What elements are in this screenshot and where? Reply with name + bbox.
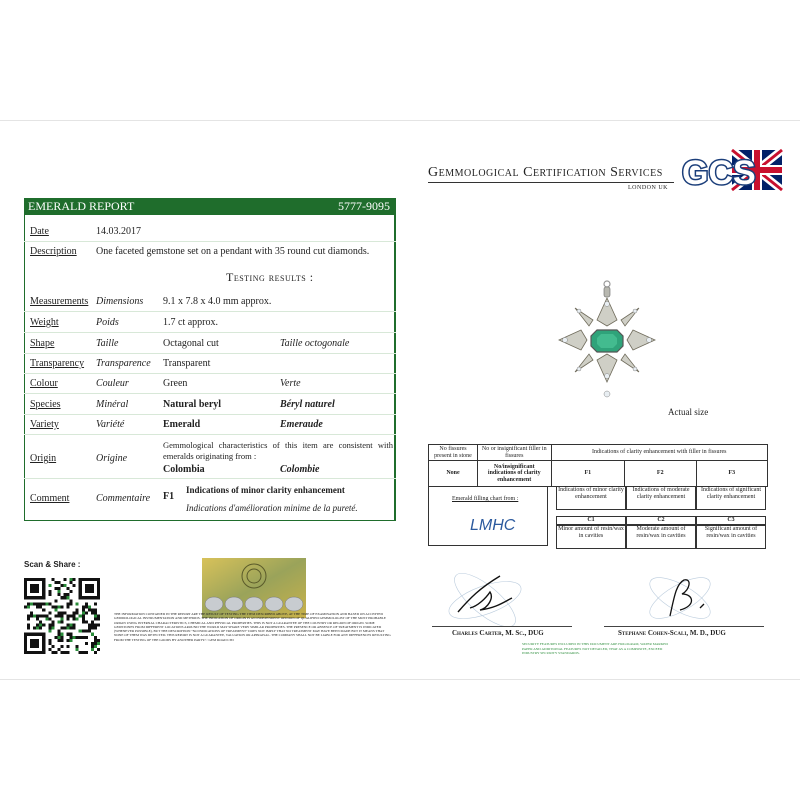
header-filler: Indications of clarity enhancement with filler in fissures	[551, 445, 767, 461]
cell-c3: C3	[696, 516, 766, 525]
row-label-fr: Variété	[96, 419, 125, 430]
clarity-table	[428, 444, 768, 487]
f3-description: Indications of significant clarity enhancement	[696, 486, 766, 510]
c3-description: Significant amount of resin/wax in cavities	[696, 525, 766, 549]
signature-cohen-scali-icon	[640, 568, 720, 628]
row-label: Shape	[30, 338, 55, 349]
report-header-bar	[24, 198, 396, 215]
filling-chart-label: Emerald filling chart from :	[452, 496, 519, 502]
row-value-fr: Emeraude	[280, 419, 323, 430]
comment-value-fr: Indications d'amélioration minime de la pureté.	[186, 503, 358, 513]
cell-insignificant: No/insignificant indications of clarity enhancement	[478, 461, 552, 487]
row-value: 1.7 ct approx.	[163, 317, 218, 328]
row-value-fr: Taille octogonale	[280, 338, 350, 349]
row-label-fr: Minéral	[96, 399, 129, 410]
row-label-fr: Transparence	[96, 358, 151, 369]
lmhc-logo-text: LMHC	[470, 517, 516, 534]
description-label: Description	[30, 246, 77, 257]
comment-value: Indications of minor clarity enhancement	[186, 485, 345, 495]
row-value: Octagonal cut	[163, 338, 219, 349]
origin-value-fr: Colombie	[280, 464, 320, 475]
qr-code-icon[interactable]	[24, 578, 100, 654]
cell-c2: C2	[626, 516, 696, 525]
gcs-logo-icon	[680, 148, 782, 192]
actual-size-caption: Actual size	[668, 407, 709, 417]
row-value: Green	[163, 378, 188, 389]
brand-location: LONDON UK	[628, 185, 668, 191]
row-label-fr: Poids	[96, 317, 119, 328]
row-label: Species	[30, 399, 61, 410]
testing-results-heading: Testing results :	[226, 270, 314, 284]
row-label-fr: Taille	[96, 338, 119, 349]
lmhc-logo-icon	[468, 510, 516, 538]
c2-description: Moderate amount of resin/wax in cavities	[626, 525, 696, 549]
row-label-fr: Dimensions	[96, 296, 144, 307]
cell-none: None	[429, 461, 478, 487]
row-label-fr: Couleur	[96, 378, 129, 389]
c1-description: Minor amount of resin/wax in cavities	[556, 525, 626, 549]
cell-f3: F3	[696, 461, 768, 487]
logo-text: GCS	[682, 154, 756, 192]
disclaimer-text: THE INFORMATION CONTAINED IN THE REPORT ARE THE RESULT OF TESTING THE ITEM DESCRIBED ABOVE, AT THE TIME OF EXAMINATION AND BASED ON ACCEPTED GEMMOLOGICAL INSTRUMENTATION AND METHODS. THE INDICATION OF ORIGIN IS AN INDEPENDENT OPINION OF QUALIFIED GEMMOLOGIST OF THE MOST PROBABLE ORIGIN USING INTERNAL CHARACTERISTICS, CHEMICAL AND PHYSICAL PROPERTIES. THIS IS NOT A GUARANTEE OF THE COUNTRY OR REGION OF ORIGIN. SOME GEMSTONES FROM DIFFERENT LOCATIONS AROUND THE WORLD MAY SHARE VERY SIMILAR PROPERTIES. THE PRESENCE OR ABSENCE OF TREATMENT IS INDICATED (WHENEVER POSSIBLE), BUT THE DESCRIPTION "NO INDICATIONS OF TREATMENT" DOES NOT IMPLY THAT NO TREATMENT MAY HAVE BEEN MADE BUT IT MEANS THAT NONE OF THEM WAS DETECTED. THIS REPORT IS NOT A GUARANTEE, VALUATION OR APPRAISAL. THE COMPANY SHALL NOT BE LIABLE FOR ANY DIFFERENCES RESULTING FROM THE TESTING OF THE GOODS BY ANOTHER PARTY.© GEM ROAD LTD	[114, 612, 391, 642]
brand-underline	[428, 182, 674, 183]
description-value: One faceted gemstone set on a pendant with 35 round cut diamonds.	[96, 246, 370, 257]
row-label: Transparency	[30, 358, 85, 369]
security-note: SECURITY FEATURES INCLUDED IN THIS DOCUMENT ARE HOLOGRAM, WATER MARKED PAPER AND ADDITIONAL FEATURES NOT DETAILED, THAT AS A COMPOSITE, EXCEED INDUSTRY SECURITY STANDARDS.	[522, 642, 668, 656]
signatory-cohen-scali: Stephane Cohen-Scali, M. D., DUG	[618, 629, 726, 637]
cell-f2: F2	[625, 461, 696, 487]
row-value-fr: Verte	[280, 378, 301, 389]
cell-c1: C1	[556, 516, 626, 525]
comment-label-fr: Commentaire	[96, 493, 151, 504]
signature-carter-icon	[440, 568, 530, 628]
row-value: Natural beryl	[163, 399, 222, 410]
header-no-fissures: No fissures present in stone	[429, 445, 478, 461]
cell-f1: F1	[551, 461, 625, 487]
date-label: Date	[30, 226, 49, 237]
origin-text: Gemmological characteristics of this item are consistent with emeralds originating from :	[163, 440, 393, 462]
hologram-seal-icon	[202, 558, 306, 618]
origin-value: Colombia	[163, 464, 205, 475]
comment-label: Comment	[30, 493, 70, 504]
origin-label: Origin	[30, 453, 57, 464]
row-value: 9.1 x 7.8 x 4.0 mm approx.	[163, 296, 272, 307]
pendant-photo	[555, 278, 659, 402]
scan-share-label: Scan & Share :	[24, 560, 81, 569]
row-label: Measurements	[30, 296, 89, 307]
header-insignificant-filler: No or insignificant filler in fissures	[478, 445, 552, 461]
row-value: Emerald	[163, 419, 201, 430]
row-label: Variety	[30, 419, 59, 430]
report-title: EMERALD REPORT	[28, 199, 135, 213]
report-number: 5777-9095	[338, 199, 390, 213]
row-label: Weight	[30, 317, 59, 328]
f1-description: Indications of minor clarity enhancement	[556, 486, 626, 510]
row-value-fr: Béryl naturel	[280, 399, 335, 410]
comment-code: F1	[163, 491, 175, 502]
row-label: Colour	[30, 378, 58, 389]
brand-name: Gemmological Certification Services	[428, 165, 663, 180]
signatory-carter: Charles Carter, M. Sc., DUG	[452, 629, 544, 637]
origin-label-fr: Origine	[96, 453, 128, 464]
f2-description: Indications of moderate clarity enhancement	[626, 486, 696, 510]
date-value: 14.03.2017	[96, 226, 141, 237]
row-value: Transparent	[163, 358, 211, 369]
